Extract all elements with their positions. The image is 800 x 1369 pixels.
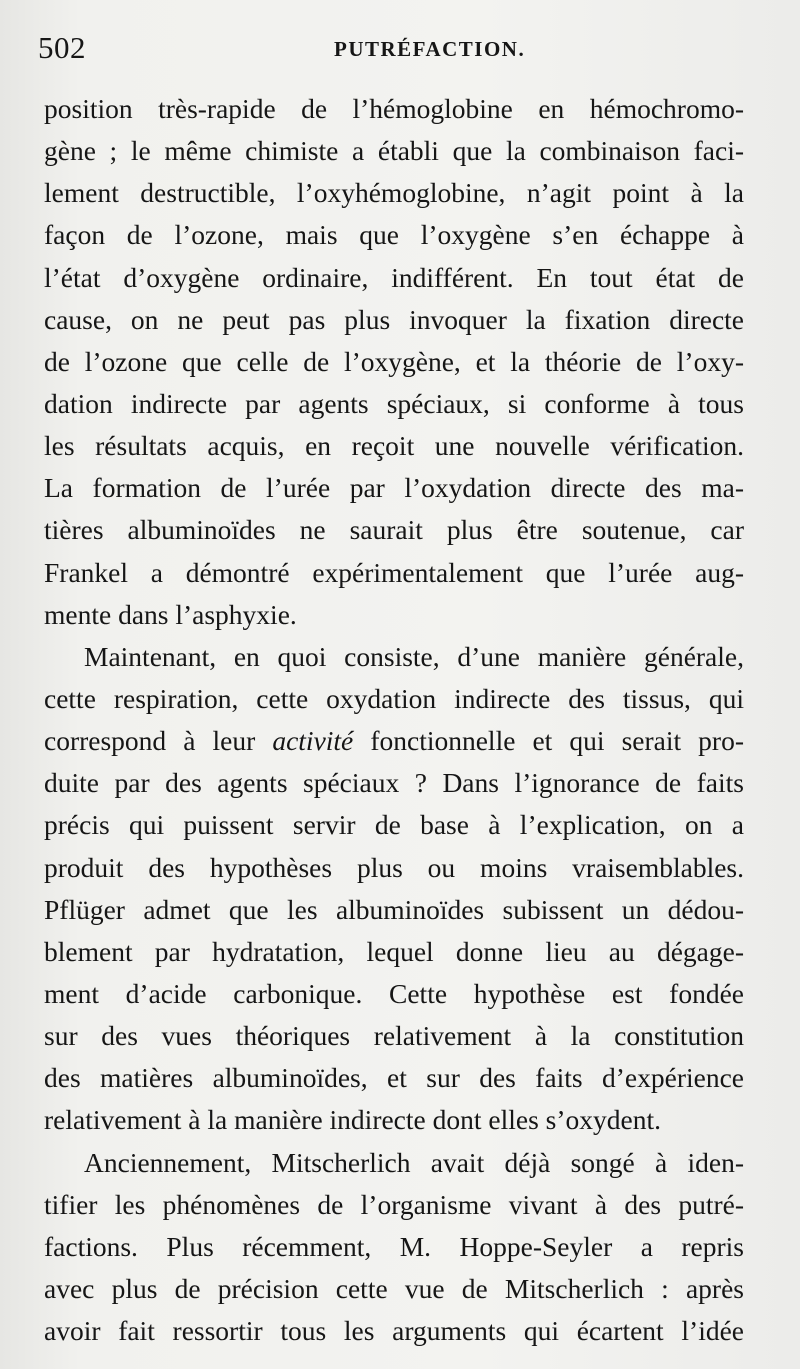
text-line: blement par hydratation, lequel donne lieu au dégage- [44,935,744,967]
text-line: tières albuminoïdes ne saurait plus être soutenue, car [44,514,744,546]
text-line: La formation de l’urée par l’oxydation directe des ma- [44,472,744,504]
text-line: relativement à la manière indirecte dont elles s’oxydent. [44,1104,661,1136]
text-line: des matières albuminoïdes, et sur des faits d’expérience [44,1062,744,1094]
text-line: ment d’acide carbonique. Cette hypothèse est fondée [44,977,744,1009]
text-line: de l’ozone que celle de l’oxygène, et la théorie de l’oxy- [44,345,744,377]
text-line: produit des hypothèses plus ou moins vraisemblables. [44,851,744,883]
text-line: position très-rapide de l’hémoglobine en hémochromo- [44,93,744,124]
text-line: les résultats acquis, en reçoit une nouvelle vérification. [44,430,744,462]
text-segment: correspond à leur [44,725,273,757]
emphasized-word: activité [272,725,354,757]
page-header [38,30,738,74]
text-segment: fonctionnelle et qui serait pro- [353,725,744,757]
text-line: cette respiration, cette oxydation indirecte des tissus, qui [44,682,744,714]
page-number: 502 [38,30,86,65]
text-line: Frankel a démontré expérimentalement que l’urée aug- [44,556,744,588]
text-line: Pflüger admet que les albuminoïdes subissent un dédou- [44,893,744,925]
text-line: gène ; le même chimiste a établi que la combinaison faci- [44,135,744,167]
text-line: sur des vues théoriques relativement à la constitution [44,1020,744,1052]
text-line: façon de l’ozone, mais que l’oxygène s’en échappe à [44,219,744,251]
text-line: Maintenant, en quoi consiste, d’une manière générale, [84,640,744,672]
text-line: précis qui puissent servir de base à l’explication, on a [44,809,744,841]
text-line: cause, on ne peut pas plus invoquer la fixation directe [44,303,744,335]
text-line: l’état d’oxygène ordinaire, indifférent. En tout état de [44,261,744,293]
text-line: Anciennement, Mitscherlich avait déjà songé à iden- [84,1146,744,1178]
text-line: tifier les phénomènes de l’organisme vivant à des putré- [44,1188,744,1220]
text-line: dation indirecte par agents spéciaux, si conforme à tous [44,387,744,419]
text-line: avec plus de précision cette vue de Mitscherlich : après [44,1272,744,1304]
text-line: mente dans l’asphyxie. [44,598,297,630]
running-title: PUTRÉFACTION. [334,37,526,61]
text-line: lement destructible, l’oxyhémoglobine, n’agit point à la [44,177,744,209]
body-text [44,88,744,1352]
text-line-with-emphasis [44,720,744,762]
text-line: duite par des agents spéciaux ? Dans l’ignorance de faits [44,767,744,799]
text-line: factions. Plus récemment, M. Hoppe-Seyler a repris [44,1230,744,1262]
text-line: avoir fait ressortir tous les arguments qui écartent l’idée [44,1315,744,1347]
